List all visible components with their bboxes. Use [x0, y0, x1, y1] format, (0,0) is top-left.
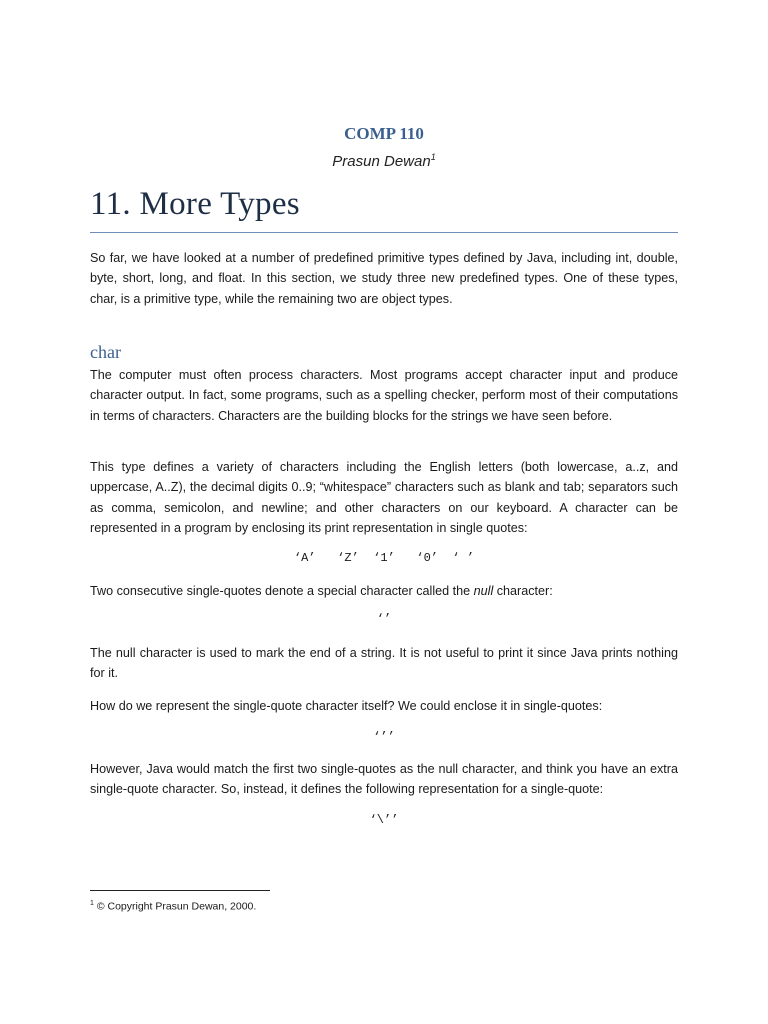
- paragraph-null-char: [90, 581, 678, 601]
- title-underline: [90, 232, 678, 233]
- example-escaped-quote: ‘\’’: [369, 813, 399, 827]
- example-char-literals: ‘A’ ‘Z’ ‘1’ ‘0’ ‘ ’: [293, 551, 475, 565]
- course-title: COMP 110: [344, 124, 424, 143]
- author-line: [0, 152, 768, 170]
- footnote: [90, 900, 256, 913]
- paragraph-char-intro: The computer must often process characters. Most programs accept character input and produce character output. In fact, some programs, such as a spelling checker, perform most of their computations in terms of characters. Characters are the building blocks for the strings we have seen before.: [90, 368, 678, 423]
- paragraph-quote-escape: However, Java would match the first two single-quotes as the null character, and think you have an extra single-quote character. So, instead, it defines the following representation for a single-quote:: [90, 762, 678, 797]
- example-triple-quote: ‘’’: [373, 730, 395, 744]
- footnote-reference[interactable]: 1: [430, 152, 436, 162]
- example-null-literal: ‘’: [376, 612, 392, 626]
- author-name: Prasun Dewan: [332, 153, 431, 170]
- text: character:: [493, 584, 553, 598]
- text: Two consecutive single-quotes denote a special character called the: [90, 584, 474, 598]
- footnote-marker: 1: [90, 900, 94, 907]
- paragraph-quote-question: How do we represent the single-quote character itself? We could enclose it in single-quotes:: [90, 699, 603, 713]
- footnote-separator: [90, 890, 270, 891]
- intro-paragraph: So far, we have looked at a number of predefined primitive types defined by Java, including int, double, byte, short, long, and float. In this section, we study three new predefined types. One of these types, char, is a primitive type, while the remaining two are object types.: [90, 251, 678, 306]
- paragraph-char-variety: This type defines a variety of characters including the English letters (both lowercase, a..z, and uppercase, A..Z), the decimal digits 0..9; “whitespace” characters such as blank and tab; separators such as comma, semicolon, and newline; and other characters on our keyboard. A character can be represented in a program by enclosing its print representation in single quotes:: [90, 460, 678, 535]
- footnote-text: © Copyright Prasun Dewan, 2000.: [96, 900, 257, 913]
- chapter-title: 11. More Types: [90, 186, 300, 222]
- paragraph-null-usage: The null character is used to mark the end of a string. It is not useful to print it since Java prints nothing for it.: [90, 646, 678, 681]
- emphasis-null: null: [473, 584, 494, 598]
- section-heading: char: [90, 342, 121, 362]
